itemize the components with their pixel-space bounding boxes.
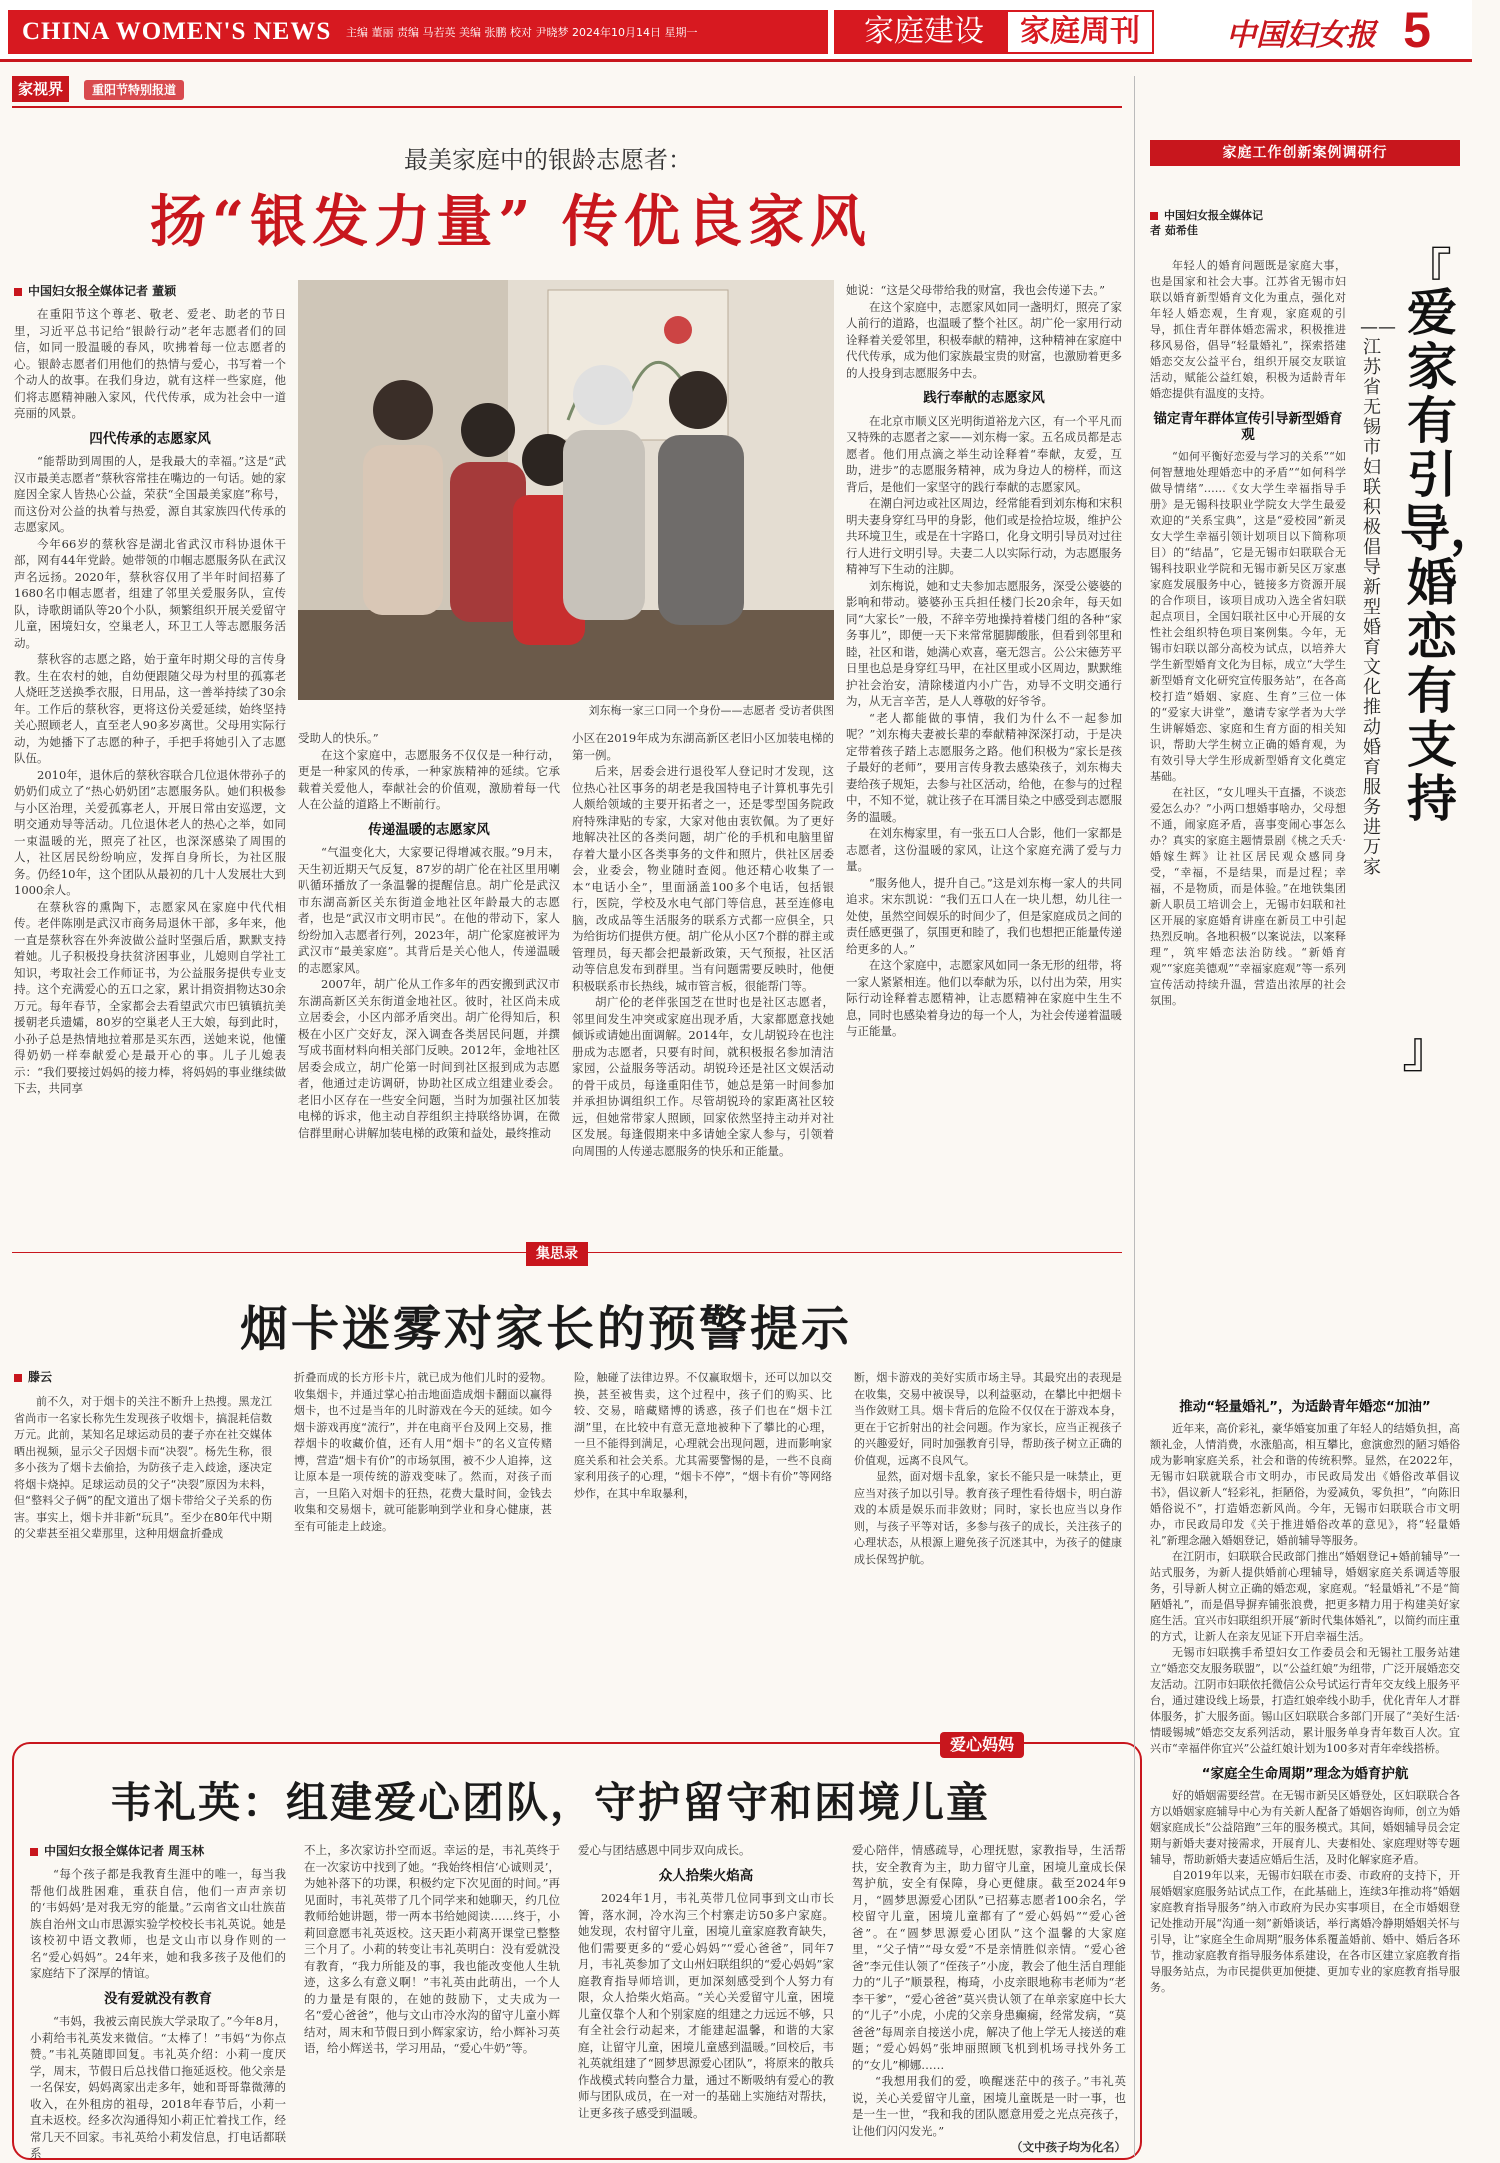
paragraph: 今年66岁的蔡秋容是湖北省武汉市科协退休干部，网有44年党龄。她带领的巾帼志愿服务队在武汉声名远扬。2020年，蔡秋容仅用了半年时间招募了1680名巾帼志愿者，组建了邻里关爱服务队，宣传队，诗歌朗诵队等20个小队，频繁组织开展关爱留守儿童，困境妇女，空巢老人，环卫工人等志愿服务活动。 (14, 536, 286, 650)
article2-col1 (14, 1394, 272, 1724)
paragraph: 近年来，高价彩礼，豪华婚宴加重了年轻人的结婚负担，高额礼金，人情消费，水涨船高，相互攀比，愈演愈烈的陋习婚俗成为影响家庭关系，社会和谐的传统积弊。显然，在2022年，无锡市妇联就联合市文明办，市民政局发出《婚俗改革倡议书》，倡议新人“轻彩礼，拒陋俗，为爱减负，零负担”，“向陈旧婚俗说不”，打造婚恋新风尚。今年，无锡市妇联联合市文明办，市民政局印发《关于推进婚俗改革的意见》，将“轻量婚礼”新理念融入婚姻登记，婚前辅导等服务。 (1150, 1422, 1460, 1547)
paragraph: 在重阳节这个尊老、敬老、爱老、助老的节日里，习近平总书记给“银龄行动”老年志愿者们的回信，如同一股温暖的春风，吹拂着每一位志愿者的心。银龄志愿者们用他们的热情与爱心，书写着一个个动人的故事。在我们身边，就有这样一些家庭，他们将志愿精神融入家风，代代传承，成为社会中一道亮丽的风景。 (14, 307, 286, 420)
paragraph: “我想用我们的爱，唤醒迷茫中的孩子。”韦礼英说，关心关爱留守儿童，困境儿童既是一时一事，也是一生一世，“我和我的团队愿意用爱之光点亮孩子，让他们闪闪发光。” (852, 2074, 1126, 2138)
article1-kicker: 最美家庭中的银龄志愿者： (404, 146, 692, 174)
article3-col2 (304, 1842, 560, 2152)
article2-byline: 滕云 (14, 1368, 52, 1385)
article1-col3 (572, 730, 834, 1242)
article4-col2 (1150, 1390, 1460, 2160)
paragraph: 小区在2019年成为东湖高新区老旧小区加装电梯的第一例。 (572, 731, 834, 762)
paragraph: 好的婚姻需要经营。在无锡市新吴区婚登处，区妇联联合各方以婚姻家庭辅导中心为有关新人配备了婚姻咨询师，创立为婚姻家庭成长“公益陪跑”三年的服务模式。其间，婚姻辅导员会定期与新婚夫妻对接需求，开展育儿、夫妻相处、家庭理财等专题辅导，帮助新婚夫妻适应婚后生活，及时化解家庭矛盾。 (1150, 1789, 1460, 1866)
paragraph: 她说：“这是父母带给我的财富，我也会传递下去。” (846, 283, 1106, 297)
paragraph: “能帮助到周围的人，是我最大的幸福。”这是“武汉市最美志愿者”蔡秋容常挂在嘴边的一句话。她的家庭因全家人皆热心公益，荣获“全国最美家庭”称号，而这份对公益的执着与热爱，源自其家族四代传承的志愿家风。 (14, 454, 286, 534)
paragraph: 无锡市妇联携手希望妇女工作委员会和无锡社工服务站建立“婚恋交友服务联盟”，以“公益红娘”为纽带，广泛开展婚恋交友活动。江阴市妇联依托微信公众号试运行青年交友线上服务平台，通过建设线上场景，打造红娘牵线小助手，优化青年人才群体服务，扩大服务面。锡山区妇联联合多部门开展了“美好生活·情暖锡城”婚恋交友系列活动，累计服务单身青年数百人次。宜兴市“幸福伴你宜兴”公益红娘计划为100多对青年牵线搭桥。 (1150, 1646, 1460, 1755)
paragraph: 在这个家庭中，志愿服务不仅仅是一种行动，更是一种家风的传承，一种家族精神的延续。它承载着关爱他人，奉献社会的价值观，激励着每一代人在公益的道路上不断前行。 (298, 747, 560, 811)
paragraph: 后来，居委会进行退役军人登记时才发现，这位热心社区事务的胡老是我国特电子计算机事先引人颇给领域的主要开拓者之一，还是零型国务院政府特殊津贴的专家，大家对他由衷钦佩。为了更好地解决社区的各类问题，胡广伦的手机和电脑里留存着大量小区各类事务的文件和照片，供社区居委会，业委会，物业随时查阅。他还精心收集了一本“电话小全”，里面涵盖100多个电话，包括银行，医院，学校及水电气部门等信息，甚至连修电脑，改成品等生活服务的联系方式都一应俱全，只为给街坊们提供方便。胡广伦从小区7个群的群主或管理员，每天都会把最新政策，天气预报，社区活动等信息发布到群里。当有问题需要反映时，他便积极联系市长热线，城市管言板，很能帮门等。 (572, 764, 834, 993)
subheading: 传递温暖的志愿家风 (368, 821, 490, 838)
column-tag-loving-mother: 爱心妈妈 (940, 1732, 1024, 1758)
article2-headline: 烟卡迷雾对家长的预警提示 (240, 1301, 853, 1357)
article3-byline: 中国妇女报全媒体记者 周玉林 (30, 1842, 204, 1859)
paragraph: “如何平衡好恋爱与学习的关系”“如何智慧地处理婚恋中的矛盾”“如何科学做导情绪”……《女大学生幸福指导手册》是无锡科技职业学院女大学生最爱欢迎的“关系宝典”，这是“爱校园”新灵女大学生幸福引领计划项目以下简称项目）的“结晶”，它是无锡市妇联联合无锡科技职业学院和无锡市新吴区万家惠家庭发展服务中心，链接多方资源开展的合作项目，该项目成功入选全省妇联起点项目，全国妇联社区中心开展的女性社会组织特色项目案例集。今年，无锡市妇联以部分高校为试点，以培养大学生新型婚育文化为目标，成立“大学生新型婚育文化研究宣传服务站”，在各高校打造“婚姻、家庭、生育”三位一体的“爱家大讲堂”，邀请专家学者为大学生讲解婚恋、家庭和生育方面的相关知识，帮助大学生树立正确的婚育观，为有效引导大学生形成新型婚育文化奠定基础。 (1150, 450, 1346, 783)
article4-byline: 中国妇女报全媒体记者 茹希佳 (1150, 208, 1270, 238)
paragraph: 在刘东梅家里，有一张五口人合影，他们一家都是志愿者，这份温暖的家风，让这个家庭充满了爱与力量。 (846, 826, 1122, 873)
paragraph: 2024年1月，韦礼英带几位同事到文山市长箐，落水洞，冷水沟三个村寨走访50多户家庭。她发现，农村留守儿童，困境儿童家庭教育缺失，他们需要更多的“爱心妈妈”“爱心爸爸”，同年7月，韦礼英参加了文山州妇联组织的“爱心妈妈”家庭教育指导师培训，更加深刻感受到个人努力有限，众人拾柴火焰高。“关心关爱留守儿童，困境儿童仅靠个人和个别家庭的组建之力远远不够，只有全社会行动起来，才能建起温馨，和谐的大家庭，让留守儿童，困境儿童感到温暖。”回校后，韦礼英就组建了“圆梦思源爱心团队”，将原来的散兵作战模式转向整合力量，通过不断吸纳有爱心的教师与团队成员，在一对一的基础上实施结对帮扶，让更多孩子感受到温暖。 (578, 1891, 834, 2120)
article2-col3 (574, 1370, 832, 1724)
paragraph: 在北京市顺义区光明街道裕龙六区，有一个平凡而又特殊的志愿者之家——刘东梅一家。五名成员都是志愿者。他们用点滴之举生动诠释着“奉献，友爱，互助，进步”的志愿服务精神，成为身边人的榜样，而这背后，是他们一家坚守的践行奉献的志愿家风。 (846, 413, 1122, 494)
paragraph: 爱心与团结感恩中同步双向成长。 (578, 1843, 751, 1857)
masthead-band (8, 10, 828, 54)
paragraph: “每个孩子都是我教育生涯中的唯一，每当我帮他们战胜困难，重获自信，他们一声声亲切的‘韦妈妈’是对我无穷的能量。”云南省文山壮族苗族自治州文山市思源实验学校校长韦礼英说。她是该校初中语文教师，也是文山市以身作则的一名“爱心妈妈”。24年来，她和我多孩子及他们的家庭结下了深厚的情谊。 (30, 1867, 286, 1980)
column-tag-innovation-cases: 家庭工作创新案例调研行 (1150, 140, 1460, 166)
column-tag-collected-thoughts: 集思录 (526, 1242, 588, 1266)
paragraph: 在社区，“女儿哩头干直播，不谈恋爱怎么办？”小两口想婚事啥办，父母想不通，闹家庭矛盾，喜事变闹心事怎么办？真实的家庭主题情景剧《桃之夭夭·婚嫁生辉》让社区居民观众感同身受，“幸福，不是结果，而是过程；幸福，不是物质，而是体验。”在地铁集团新人职员工培训会上，无锡市妇联和社区开展的家庭婚育讲座在新员工中引起热烈反响。各地积极“以案说法，以案释理”，筑牢婚恋法治防线。“新婚育观”“家庭美德观”“幸福家庭观”等一系列宣传活动持续升温，营造出浓厚的社会氛围。 (1150, 786, 1346, 1007)
photo-caption: 刘东梅一家三口同一个身份——志愿者 受访者供图 (588, 704, 834, 717)
subheading: 推动“轻量婚礼”，为适龄青年婚恋“加油” (1179, 1399, 1431, 1415)
paragraph: 显然，面对烟卡乱象，家长不能只是一味禁止，更应当对孩子加以引导。教育孩子理性看待烟卡，明白游戏的本质是娱乐而非敛财；同时，家长也应当以身作则，与孩子平等对话，多参与孩子的成长，关注孩子的心理状态，从根源上避免孩子沉迷其中，为孩子的健康成长保驾护航。 (854, 1470, 1122, 1566)
article3-col4 (852, 1842, 1126, 2152)
paragraph: “老人都能做的事情，我们为什么不一起参加呢？”刘东梅夫妻被长辈的奉献精神深深打动，于是决定带着孩子踏上志愿服务之路。他们积极为“家长是孩子最好的老师”，要用言传身教去感染孩子，刘东梅夫妻给孩子规矩，去参与社区活动，给他，在参与的过程中，不知不觉，就让孩子在耳濡目染之中感受到志愿服务的温暖。 (846, 710, 1122, 824)
paper-name-en: CHINA WOMEN'S NEWS (22, 18, 332, 45)
paragraph: “服务他人，提升自己。”这是刘东梅一家人的共同追求。宋东凯说：“我们五口人在一块儿想，幼儿往一处使，虽然空间娱乐的时间少了，但是家庭成员之间的责任感更强了，氛围更和睦了，我们也想把正能量传递给更多的人。” (846, 875, 1122, 956)
paragraph: 险，触碰了法律边界。不仅赢取烟卡，还可以加以交换，甚至被售卖，这个过程中，孩子们的购买、比较、交易，暗藏赌博的诱惑，孩子们也在“烟卡江湖”里，在比较中有意无意地被种下了攀比的心理，一旦不能得到满足，心理就会出现问题，进而影响家庭关系和社会关系。尤其需要警惕的是，一些不良商家利用孩子的心理，“烟卡不停”，“烟卡有价”等网络炒作，在其中牟取暴利， (574, 1371, 832, 1500)
paragraph: “韦妈，我被云南民族大学录取了。”今年8月，小莉给韦礼英发来微信。“太棒了！”韦妈“为你点赞。”韦礼英随即回复。韦礼英介绍：小莉一度厌学，周末，节假日后总找借口拖延返校。他父亲是一名保安，妈妈离家出走多年，她和哥哥靠微薄的收入，在外租房的祖母，2018年春节后，小莉一直未返校。经多次沟通得知小莉正忙着找工作，经常几天不回家。韦礼英给小莉发信息，打电话都联系 (30, 2014, 286, 2160)
paragraph: 在这个家庭中，志愿家风如同一条无形的纽带，将一家人紧紧相连。他们以奉献为乐，以付出为荣，用实际行动诠释着志愿精神，让志愿精神在家庭中生生不息，同时也感染着身边的每一个人，为社会传递着温暖与正能量。 (846, 958, 1122, 1038)
paragraph: 2010年，退休后的蔡秋容联合几位退休带孙子的奶奶们成立了“热心奶奶团”志愿服务队。她们积极参与小区治理，关爱孤寡老人，开展日常由安巡逻，文明交通劝导等活动。几位退休老人的热心之举，如同一束温暖的光，照亮了社区，也深深感染了周围的人，社区居民纷纷响应，发挥自身所长，为社区服务。仍经10年，这个团队从最初的几十人发展壮大到1000余人。 (14, 767, 286, 897)
open-bracket: 『 (1402, 243, 1452, 301)
article2-col2 (294, 1370, 552, 1724)
subheading: 没有爱就没有教育 (104, 1990, 212, 2007)
article1-col4 (846, 282, 1122, 1242)
article3-headline: 韦礼英：组建爱心团队，守护留守和困境儿童 (110, 1778, 991, 1827)
subheading: 锚定青年群体宣传引导新型婚育观 (1153, 411, 1343, 443)
paragraph: 前不久，对于烟卡的关注不断升上热搜。黑龙江省尚市一名家长称先生发现孩子收烟卡，搞混耗信数万元。此前，某知名足球运动员的妻子亦在社交媒体晒出视频，显示父子因烟卡而“决裂”。杨先生称，很多小孩为了烟卡去偷拾，为防孩子走入歧途，逐决定将烟卡烧掉。足球运动员的父子“决裂”原因为未料，但“整料父子俩”的配文道出了烟卡带给父子关系的伤害。事实上，烟卡并非新“玩具”。至少在80年代中期的父辈甚至祖父辈那里，这种用烟盒折叠成 (14, 1395, 272, 1540)
top-rule (12, 106, 1122, 108)
article4-subhead: ——江苏省无锡市妇联积极倡导新型婚育文化推动婚育服务进万家 (1360, 317, 1396, 878)
column-tag-family-view: 家视界 (12, 76, 69, 102)
paragraph: 胡广伦的老伴张国芝在世时也是社区志愿者，邻里间发生冲突或家庭出现矛盾，大家都愿意找她倾诉或请她出面调解。2014年，女儿胡锐玲在也注册成为志愿者，只要有时间，就积极报名参加清洁家园，公益服务等活动。胡锐玲还是社区文娱活动的骨干成员，每逢重阳佳节，她总是第一时间参加并承担协调组织工作。尽管胡锐玲的家距离社区较远，但她常带家人照顾，回家依然坚持主动并对社区发展。每逢假期来中多请她全家人参与，引领着向周围的人传递志愿服务的快乐和正能量。 (572, 995, 834, 1158)
brand-logo: 中国妇女报 (1226, 18, 1376, 53)
article4-col1 (1150, 258, 1346, 1378)
article2-col4 (854, 1370, 1122, 1724)
subheading: 践行奉献的志愿家风 (923, 390, 1045, 406)
article3-col1 (30, 1866, 286, 2160)
paragraph: 蔡秋容的志愿之路，始于童年时期父母的言传身教。生在农村的她，自幼便跟随父母为村里的孤寡老人烧旺芝送换季衣服，日用品，这一善举持续了30余年。工作后的蔡秋容，更将这份关爱延续，始终坚持关心照顾老人，直至老人90多岁离世。父母用实际行动，为她播下了志愿的种子，手把手将她引入了志愿队伍。 (14, 652, 286, 765)
article1-byline: 中国妇女报全媒体记者 董颖 (14, 282, 176, 299)
masthead-credits: 主编 董丽 责编 马若英 美编 张鹏 校对 尹晓梦 2024年10月14日 星期一 (346, 26, 698, 39)
paragraph: 年轻人的婚育问题既是家庭大事，也是国家和社会大事。江苏省无锡市妇联以婚育新型婚育文化为重点，强化对年轻人婚恋观，生育观，家庭观的引导，抓住青年群体婚恋需求，积极推进移风易俗，倡导“轻量婚礼”，探索搭建婚恋交友公益平台，组织开展交友联谊活动，赋能公益红娘，积极为适龄青年婚恋提供有温度的支持。 (1150, 259, 1346, 400)
article1-col2 (298, 730, 560, 1242)
paragraph: 刘东梅说，她和丈夫参加志愿服务，深受公婆婆的影响和带动。婆婆孙玉兵担任楼门长20余年，每天如同“大家长”一般，不辞辛劳地操持着楼门组的各种“家务事儿”，即便一天下来常常腿脚酸胀，但看到邻里和睦，社区和谐，她满心欢喜，毫无怨言。公公宋德芳平日里也总是身穿红马甲，在社区里或小区周边，默默维护社会治安，清除楼道内小广告，劝导不文明交通行为，从无言辛苦，是人人尊敬的好爷爷。 (846, 578, 1122, 708)
subheading: 众人拾柴火焰高 (658, 1867, 754, 1884)
paragraph: 在江阴市，妇联联合民政部门推出“婚姻登记+婚前辅导”一站式服务，为新人提供婚前心理辅导，婚姻家庭关系调适等服务，引导新人树立正确的婚恋观，家庭观。“轻量婚礼”不是“简陋婚礼”，而是倡导摒弃铺张浪费，把更多精力用于构建美好家庭生活。宜兴市妇联组织开展“新时代集体婚礼”，以简约而庄重的方式，让新人在亲友见证下开启幸福生活。 (1150, 1550, 1460, 1643)
masthead (0, 0, 1472, 62)
subheading: “家庭全生命周期”理念为婚育护航 (1201, 1766, 1409, 1782)
article1-headline: 扬“银发力量” 传优良家风 (150, 189, 872, 255)
page-number: 5 (1403, 2, 1431, 58)
close-bracket: 』 (1402, 1021, 1452, 1079)
children-name-note: （文中孩子均为化名） (1011, 2140, 1126, 2154)
paragraph: 2007年，胡广伦从工作多年的西安搬到武汉市东湖高新区关东街道金地社区。彼时，社区尚未成立居委会，小区内部矛盾突出。胡广伦得知后，积极在小区广交好友，深入调查各类居民问题，并撰写成书面材料向相关部门反映。2012年，金地社区居委会成立，胡广伦第一时间到社区报到成为志愿者，他通过走访调研，协助社区成立组建业委会。老旧小区存在一些安全问题，当时为加强社区加装电梯的诉求，他主动自荐组织主持联络协调，在微信群里耐心讲解加装电梯的政策和益处，最终推动 (298, 977, 560, 1140)
paragraph: 在潮白河边或社区周边，经常能看到刘东梅和宋积明夫妻身穿红马甲的身影，他们或是捡拾垃圾，维护公共环境卫生，或是在十字路口，化身文明引导员对过往行人进行文明引导。夫妻二人以实际行动，为志愿服务精神写下生动的注脚。 (846, 496, 1122, 576)
paragraph: “气温变化大，大家要记得增减衣服。”9月末，天生初近期天气反复，87岁的胡广伦在社区里用喇叭循环播放了一条温馨的提醒信息。胡广伦是武汉市东湖高新区关东街道金地社区年龄最大的志愿者，也是“武汉市文明市民”。在他的带动下，家人纷纷加入志愿者行列，2023年，胡广伦家庭被评为武汉市“最美家庭”。其背后是关心他人，传递温暖的志愿家风。 (298, 845, 560, 975)
paragraph: 折叠而成的长方形卡片，就已成为他们儿时的爱物。收集烟卡，并通过掌心拍击地面造成烟卡翻面以赢得烟卡，也不过是当年的儿时游戏在今天的延续。如今烟卡游戏再度“流行”，并在电商平台及网上交易，推荐烟卡的收藏价值，还有人用“烟卡”的名义宣传赌博，营造“烟卡有价”的市场氛围，被不少人追捧，这让原本是一项传统的游戏变味了。然而，对孩子而言，一旦陷入对烟卡的狂热，花费大量时间，金钱去收集和交易烟卡，就可能影响到学业和身心健康，甚至有可能走上歧途。 (294, 1371, 552, 1533)
weekly-title: 家庭周刊 (1006, 10, 1154, 54)
paragraph: 爱心陪伴，情感疏导，心理抚慰，家教指导，生活帮扶，安全教育为主，助力留守儿童，困境儿童成长保驾护航，安全有保障，身心更健康。截至2024年9月，“圆梦思源爱心团队”已招募志愿者100余名，学校留守儿童，困境儿童都有了“爱心妈妈”“爱心爸爸”。在“圆梦思源爱心团队”这个温馨的大家庭里，“父子情”“母女爱”不是亲情胜似亲情。“爱心爸爸”李元佳认领了“侄孩子”小庞，教会了他生活自理能力的“儿子”顺景程，梅琦，小皮亲眼地称韦老师为“老李干爹”，“爱心爸爸”莫兴贵认领了在单亲家庭中长大的“儿子”小虎，小虎的父亲身患癫痫，经常发病，“莫爸爸”每周亲自接送小虎，解决了他上学无人接送的难题；“爱心妈妈”张坤丽照顾飞机到机场寻找外务工的“女儿”柳娜…… (852, 1843, 1126, 2072)
special-report-tag: 重阳节特别报道 (84, 80, 184, 100)
paragraph: 在这个家庭中，志愿家风如同一盏明灯，照亮了家人前行的道路，也温暖了整个社区。胡广伦一家用行动诠释着关爱邻里，积极奉献的精神，这种精神在家庭中代代传承，成为他们家族最宝贵的财富，也激励着更多的人投身到志愿服务中去。 (846, 299, 1122, 380)
paragraph: 受助人的快乐。” (298, 731, 379, 745)
paragraph: 自2019年以来，无锡市妇联在市委、市政府的支持下，开展婚姻家庭服务站试点工作，在此基础上，连续3年推动将“婚姻家庭教育指导服务”纳入市政府为民办实事项目，在全市婚姻登记处推动开展“沟通一刻”新婚谈话，举行离婚冷静期婚姻关怀与引导，让“家庭全生命周期”服务体系覆盖婚前、婚中、婚后各环节，推动家庭教育指导服务体系建设，在各市区建立家庭教育指导服务站点，为市民提供更加便捷、更加专业的家庭教育指导服务。 (1150, 1869, 1460, 1994)
subheading: 四代传承的志愿家风 (89, 430, 211, 447)
family-photo-illustration (298, 280, 834, 700)
article4-headline: 爱家有引导，婚恋有支持 (1400, 283, 1500, 828)
family-photo (298, 280, 834, 700)
column-divider (1134, 76, 1135, 2156)
paragraph: 在蔡秋容的熏陶下，志愿家风在家庭中代代相传。老伴陈刚是武汉市商务局退休干部，多年来，他一直是蔡秋容在外奔波做公益时坚强后盾，默默支持着她。儿子积极投身扶贫济困事业，儿媳则自学社工知识，考取社会工作师证书，为公益服务提供专业支持。这个充满爱心的五口之家，累计捐资捐物达30余万元。每年春节，全家都会去看望武穴市巴镇镇抗美援朝老兵遗孀，80岁的空巢老人王大娘，每到此时，小孙子总是热情地拉着那是买东西，送她来说，他懂得奶奶一样奉献爱心是最开心的事。儿子儿媳表示：“我们要接过妈妈的接力棒，将妈妈的事业继续做下去，共同享 (14, 899, 286, 1095)
section-title: 家庭建设 (834, 10, 1014, 54)
article3-col3 (578, 1842, 834, 2152)
paragraph: 不上，多次家访扑空而返。幸运的是，韦礼英终于在一次家访中找到了她。“我始终相信‘心诚则灵’，为她补落下的功课，积极约定下次见面的时间。”再见面时，韦礼英带了几个同学来和她聊天，约几位教师给她讲题，带一两本书给她阅读……终于，小莉回意愿韦礼英返校。这天距小莉离开课堂已整整三个月了。小莉的转变让韦礼英明白：没有爱就没有教育，“我力所能及的事，我也能改变他人生轨迹，这多么有意义啊！”韦礼英由此萌出，一个人的力量是有限的，在她的鼓励下，丈夫成为一名“爱心爸爸”，他与文山市冷水沟的留守儿童小辉结对，周末和节假日到小辉家家访，给小辉补习英语，给小辉送书，学习用品，“爱心牛奶”等。 (304, 1843, 560, 2055)
paragraph: 断，烟卡游戏的美好实质市场主导。其最究出的表现是在收集，交易中被误导，以利益驱动，在攀比中把烟卡当作敛财工具。烟卡背后的危险不仅仅在于游戏本身，更在于它折射出的社会问题。作为家长，应当正视孩子的兴趣爱好，同时加强教育引导，帮助孩子树立正确的价值观，远离不良风气。 (854, 1371, 1122, 1467)
article1-col1 (14, 306, 286, 1095)
